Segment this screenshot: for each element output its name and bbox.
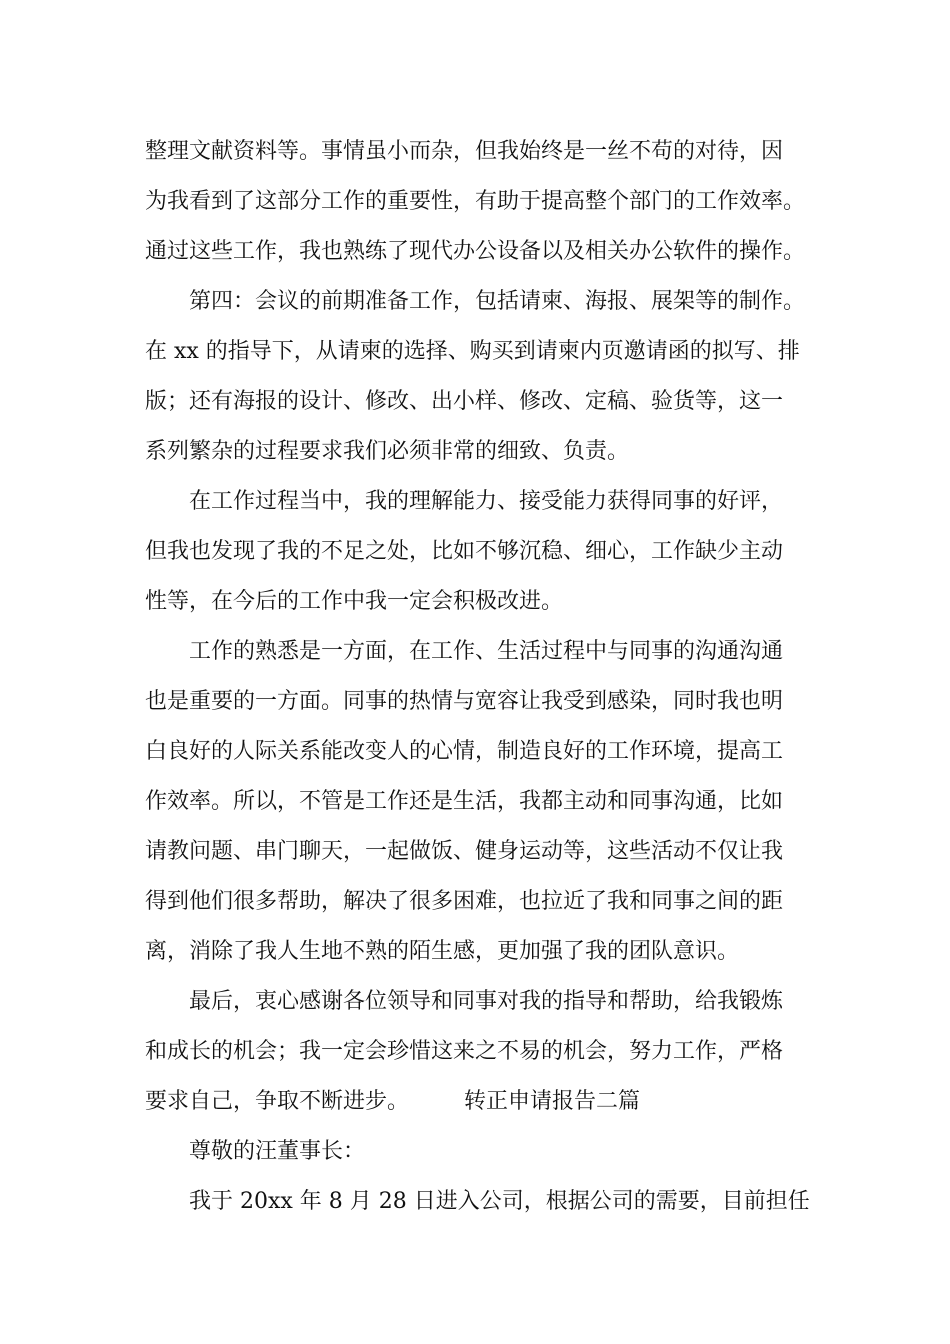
text-line: 版；还有海报的设计、修改、出小样、修改、定稿、验货等，这一 bbox=[145, 389, 784, 414]
text-line: 我于 20xx 年 8 月 28 日进入公司，根据公司的需要，目前担任 bbox=[189, 1189, 810, 1214]
text-line: 整理文献资料等。事情虽小而杂，但我始终是一丝不苟的对待，因 bbox=[145, 139, 784, 164]
document-body bbox=[145, 127, 815, 1227]
text-line: 白良好的人际关系能改变人的心情，制造良好的工作环境，提高工 bbox=[145, 739, 784, 764]
text-line: 在 xx 的指导下，从请柬的选择、购买到请柬内页邀请函的拟写、排 bbox=[145, 339, 800, 364]
text-line: 最后，衷心感谢各位领导和同事对我的指导和帮助，给我锻炼 bbox=[189, 989, 784, 1014]
text-line: 为我看到了这部分工作的重要性，有助于提高整个部门的工作效率。 bbox=[145, 189, 806, 214]
text-line: 也是重要的一方面。同事的热情与宽容让我受到感染，同时我也明 bbox=[145, 689, 784, 714]
text-line: 离，消除了我人生地不熟的陌生感，更加强了我的团队意识。 bbox=[145, 939, 740, 964]
text-line: 和成长的机会；我一定会珍惜这来之不易的机会，努力工作，严格 bbox=[145, 1039, 784, 1064]
text-line: 得到他们很多帮助，解决了很多困难，也拉近了我和同事之间的距 bbox=[145, 889, 784, 914]
text-line: 要求自己，争取不断进步。 转正申请报告二篇 bbox=[145, 1089, 641, 1114]
text-line: 性等，在今后的工作中我一定会积极改进。 bbox=[145, 589, 564, 614]
text-line: 请教问题、串门聊天，一起做饭、健身运动等，这些活动不仅让我 bbox=[145, 839, 784, 864]
text-line: 在工作过程当中，我的理解能力、接受能力获得同事的好评， bbox=[189, 489, 784, 514]
text-line: 第四：会议的前期准备工作，包括请柬、海报、展架等的制作。 bbox=[189, 289, 806, 314]
text-line: 作效率。所以，不管是工作还是生活，我都主动和同事沟通，比如 bbox=[145, 789, 784, 814]
text-line: 但我也发现了我的不足之处，比如不够沉稳、细心，工作缺少主动 bbox=[145, 539, 784, 564]
text-line: 通过这些工作，我也熟练了现代办公设备以及相关办公软件的操作。 bbox=[145, 239, 806, 264]
text-line: 尊敬的汪董事长： bbox=[189, 1139, 366, 1164]
text-line: 系列繁杂的过程要求我们必须非常的细致、负责。 bbox=[145, 439, 630, 464]
text-line: 工作的熟悉是一方面，在工作、生活过程中与同事的沟通沟通 bbox=[189, 639, 784, 664]
